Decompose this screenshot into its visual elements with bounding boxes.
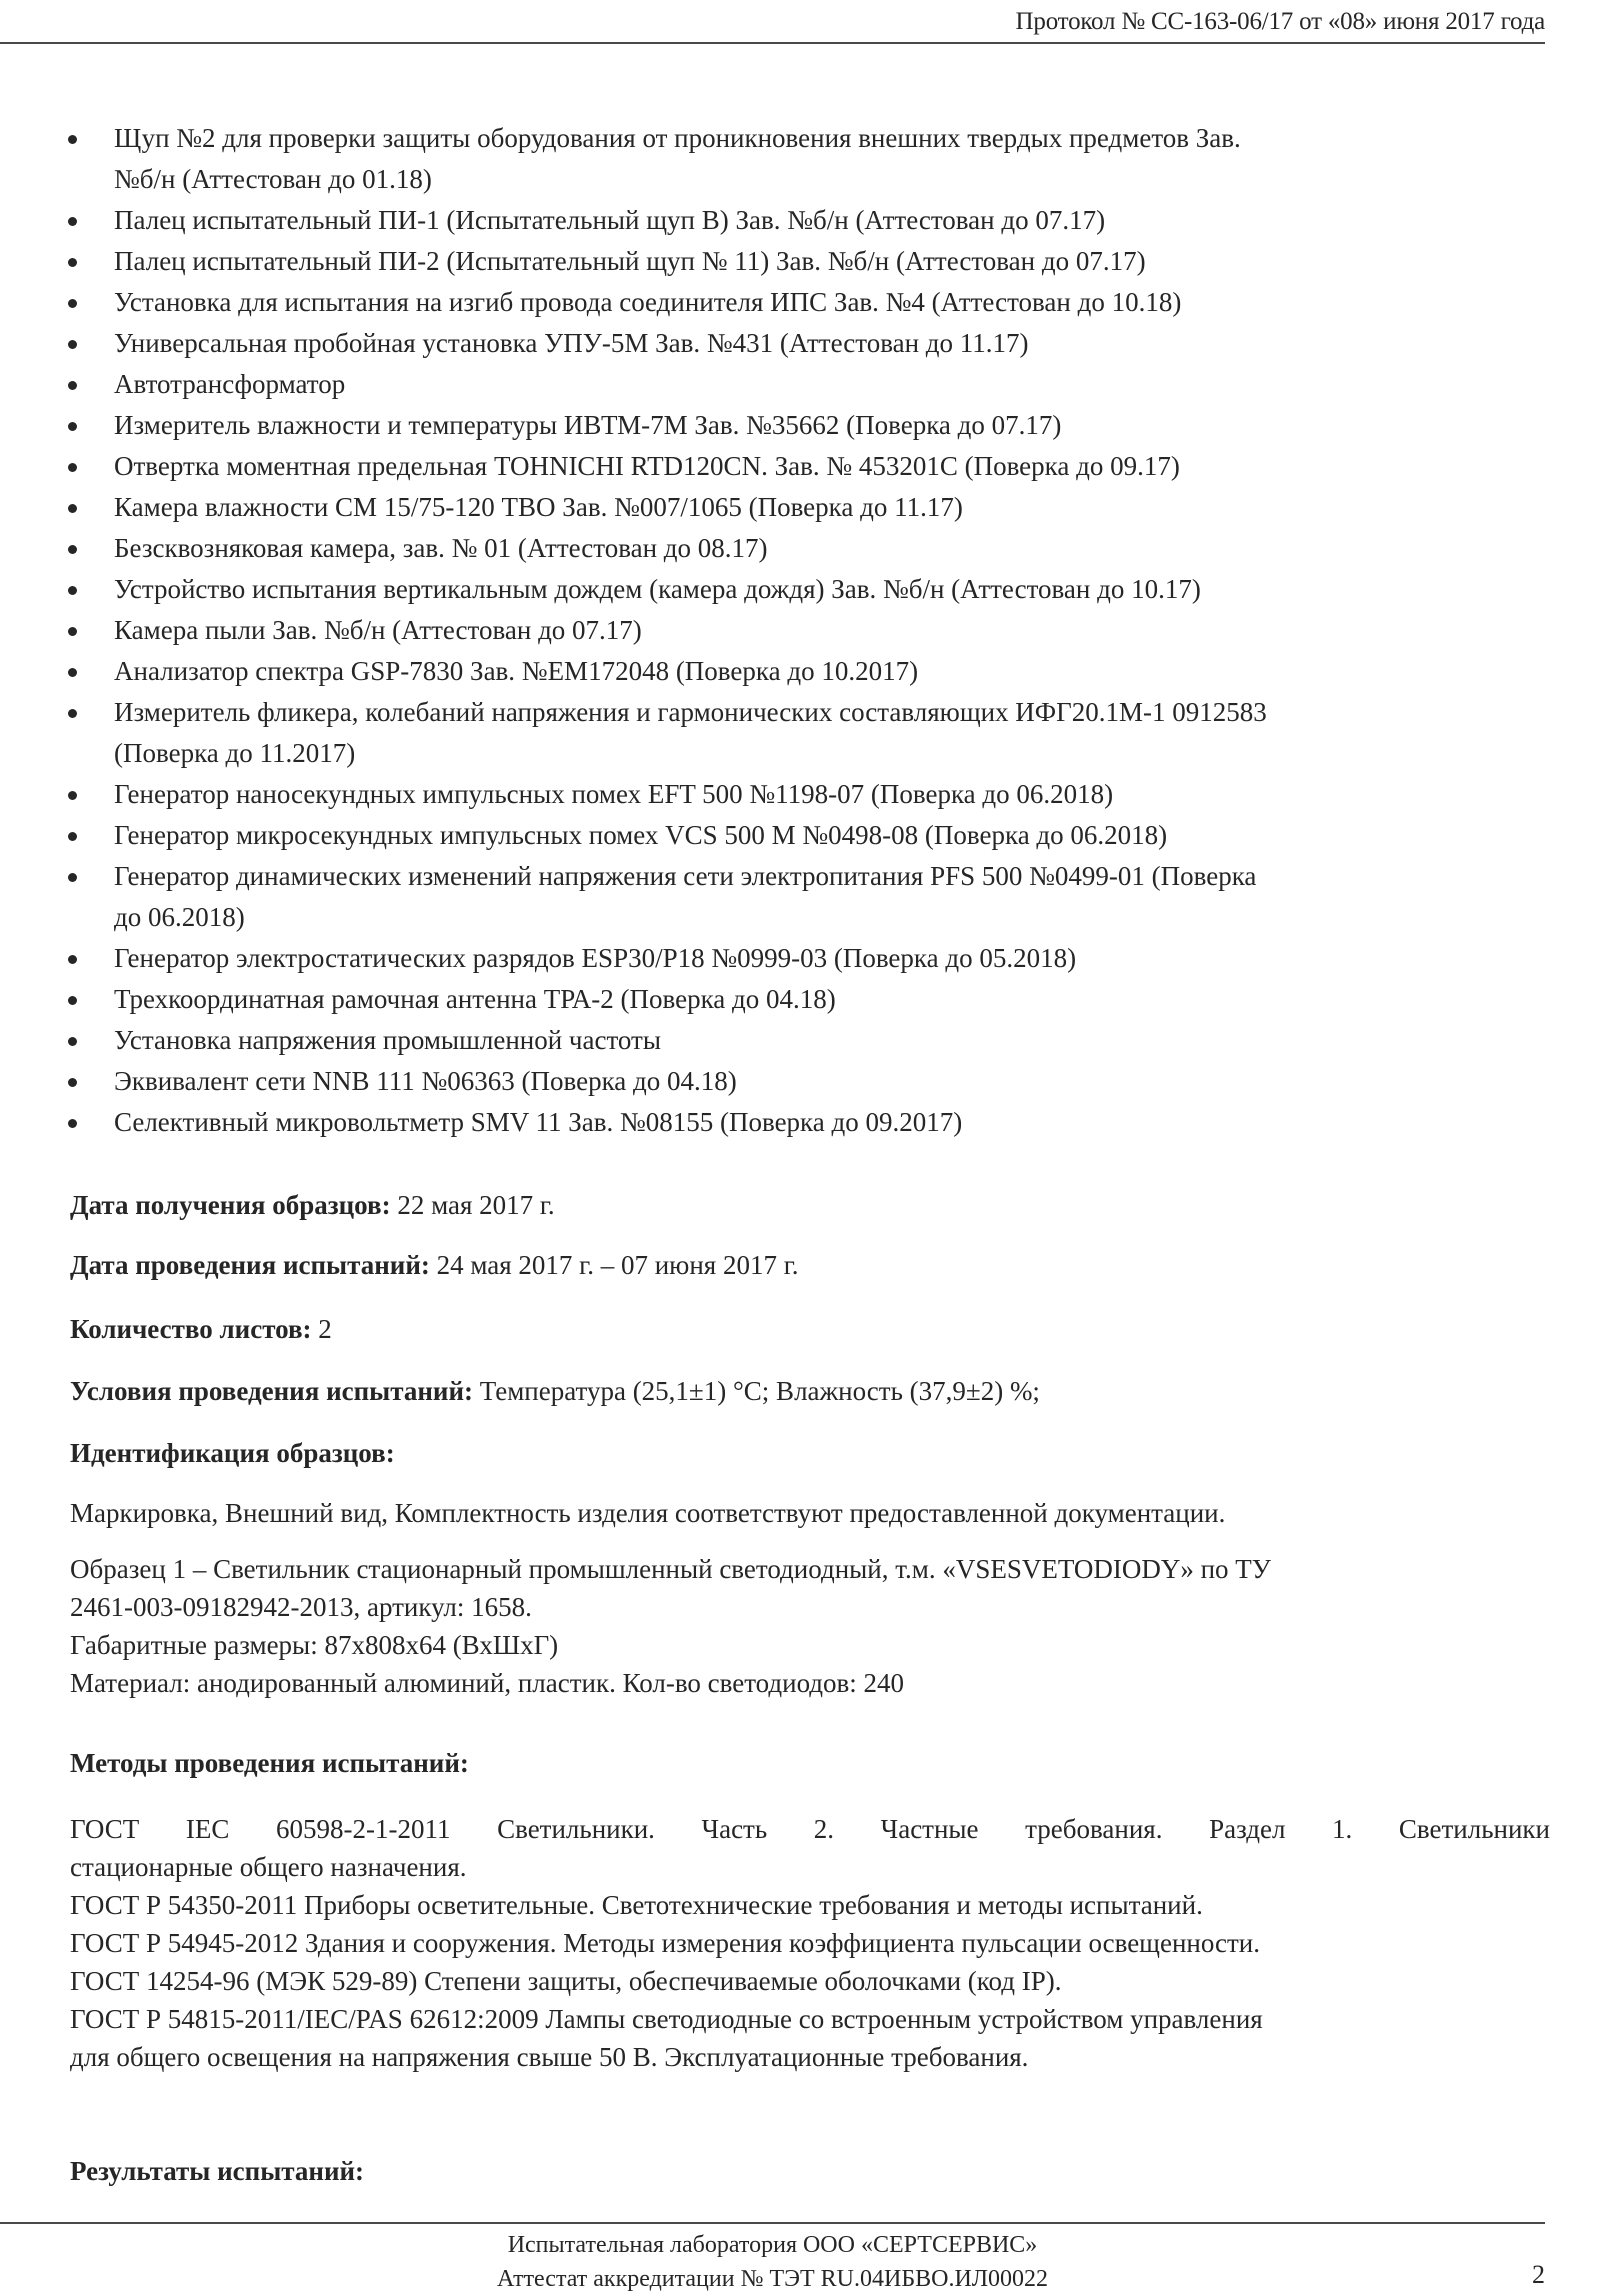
bullet-icon [68, 996, 77, 1005]
lab-name: Испытательная лаборатория ООО «СЕРТСЕРВИС» [507, 2232, 1038, 2258]
equipment-list-item [62, 487, 1552, 528]
equipment-list-item [62, 815, 1552, 856]
method-word: 60598-2-1-2011 [276, 1814, 451, 1844]
bullet-icon [68, 340, 77, 349]
bullet-icon [68, 299, 77, 308]
equipment-list-item [62, 651, 1552, 692]
receipt-date-value: 22 мая 2017 г. [390, 1190, 555, 1220]
conditions-value: Температура (25,1±1) °С; Влажность (37,9±2) %; [473, 1376, 1040, 1406]
methods-title: Методы проведения испытаний: [70, 1748, 469, 1778]
methods-list [70, 1810, 1550, 2076]
equipment-text: Щуп №2 для проверки защиты оборудования от проникновения внешних твердых предметов Зав. [114, 123, 1241, 153]
protocol-title: Протокол № СС-163-06/17 от «08» июня 2017 года [1015, 8, 1545, 35]
equipment-list-item [62, 774, 1552, 815]
sheet-count-field [70, 1314, 332, 1345]
equipment-text: Отвертка моментная предельная TOHNICHI RTD120CN. Зав. № 453201C (Поверка до 09.17) [114, 451, 1180, 481]
equipment-list-item [62, 569, 1552, 610]
equipment-text: Безсквозняковая камера, зав. № 01 (Аттестован до 08.17) [114, 533, 768, 563]
equipment-list-item [62, 610, 1552, 651]
conditions-label: Условия проведения испытаний: [70, 1376, 474, 1406]
identification-statement-text: Маркировка, Внешний вид, Комплектность изделия соответствуют предоставленной документации. [70, 1498, 1226, 1528]
method-line-6: ГОСТ Р 54815-2011/IEC/PAS 62612:2009 Лампы светодиодные со встроенным устройством управления [70, 2004, 1263, 2034]
bullet-icon [68, 668, 77, 677]
sample-line-2: 2461-003-09182942-2013, артикул: 1658. [70, 1592, 532, 1622]
equipment-text: Камера пыли Зав. №б/н (Аттестован до 07.17) [114, 615, 642, 645]
method-word: Часть [701, 1814, 768, 1844]
equipment-text: Палец испытательный ПИ-2 (Испытательный щуп № 11) Зав. №б/н (Аттестован до 07.17) [114, 246, 1146, 276]
equipment-list-item [62, 1102, 1552, 1143]
bullet-icon [68, 135, 77, 144]
equipment-text: Устройство испытания вертикальным дождем (камера дождя) Зав. №б/н (Аттестован до 10.17) [114, 574, 1201, 604]
equipment-text: Селективный микровольтметр SMV 11 Зав. №08155 (Поверка до 09.2017) [114, 1107, 963, 1137]
bullet-icon [68, 586, 77, 595]
sample-line-1: Образец 1 – Светильник стационарный промышленный светодиодный, т.м. «VSESVETODIODY» по ТУ [70, 1554, 1271, 1584]
bullet-icon [68, 791, 77, 800]
bullet-icon [68, 832, 77, 841]
test-dates-field [70, 1250, 798, 1281]
equipment-list-item [62, 118, 1552, 200]
method-word: Светильники [1398, 1814, 1550, 1844]
bullet-icon [68, 955, 77, 964]
method-line-4: ГОСТ Р 54945-2012 Здания и сооружения. Методы измерения коэффициента пульсации освещенности. [70, 1928, 1261, 1958]
bullet-icon [68, 422, 77, 431]
method-word: Частные [880, 1814, 979, 1844]
equipment-list-item [62, 282, 1552, 323]
method-line-5: ГОСТ 14254-96 (МЭК 529-89) Степени защиты, обеспечиваемые оболочками (код IP). [70, 1966, 1062, 1996]
page-footer [0, 2222, 1545, 2292]
accreditation-number: Аттестат аккредитации № ТЭТ RU.04ИБВО.ИЛ00022 [496, 2266, 1049, 2292]
method-word: Светильники. [497, 1814, 655, 1844]
bullet-icon [68, 1078, 77, 1087]
page-header [0, 0, 1545, 44]
bullet-icon [68, 709, 77, 718]
method-word: IEC [185, 1814, 230, 1844]
equipment-text: Генератор динамических изменений напряжения сети электропитания PFS 500 №0499-01 (Поверка [114, 861, 1257, 891]
equipment-text-continued: (Поверка до 11.2017) [114, 738, 356, 768]
equipment-list [62, 118, 1552, 1143]
equipment-text: Трехкоординатная рамочная антенна ТРА-2 (Поверка до 04.18) [114, 984, 836, 1014]
sample-material: Материал: анодированный алюминий, пластик. Кол-во светодиодов: 240 [70, 1668, 905, 1698]
receipt-date-label: Дата получения образцов: [70, 1190, 391, 1220]
method-word: ГОСТ [70, 1814, 140, 1844]
equipment-list-item [62, 979, 1552, 1020]
sample-description [70, 1550, 1550, 1702]
bullet-icon [68, 1037, 77, 1046]
equipment-text: Универсальная пробойная установка УПУ-5М Зав. №431 (Аттестован до 11.17) [114, 328, 1029, 358]
equipment-text: Автотрансформатор [114, 369, 346, 399]
equipment-list-item [62, 405, 1552, 446]
equipment-list-item [62, 364, 1552, 405]
method-word: Раздел [1209, 1814, 1286, 1844]
page-number: 2 [1532, 2260, 1545, 2289]
method-line-7: для общего освещения на напряжения свыше 50 В. Эксплуатационные требования. [70, 2042, 1029, 2072]
bullet-icon [68, 463, 77, 472]
test-dates-label: Дата проведения испытаний: [70, 1250, 430, 1280]
equipment-list-item [62, 1020, 1552, 1061]
equipment-list-item [62, 200, 1552, 241]
equipment-text: Анализатор спектра GSP-7830 Зав. №EM172048 (Поверка до 10.2017) [114, 656, 919, 686]
conditions-field [70, 1376, 1040, 1407]
equipment-list-item [62, 241, 1552, 282]
equipment-text: Генератор наносекундных импульсных помех EFT 500 №1198-07 (Поверка до 06.2018) [114, 779, 1114, 809]
equipment-text-continued: №б/н (Аттестован до 01.18) [114, 164, 432, 194]
sheet-count-label: Количество листов: [70, 1314, 312, 1344]
equipment-text: Камера влажности СМ 15/75-120 ТВО Зав. №007/1065 (Поверка до 11.17) [114, 492, 963, 522]
method-word: 2. [813, 1814, 835, 1844]
receipt-date-field [70, 1190, 555, 1221]
method-line-1 [70, 1810, 1550, 1848]
equipment-list-item [62, 323, 1552, 364]
equipment-list-item [62, 1061, 1552, 1102]
equipment-list-item [62, 692, 1552, 774]
results-title: Результаты испытаний: [70, 2156, 365, 2186]
equipment-list-item [62, 938, 1552, 979]
bullet-icon [68, 258, 77, 267]
identification-title: Идентификация образцов: [70, 1438, 395, 1468]
sheet-count-value: 2 [311, 1314, 332, 1344]
equipment-list-item [62, 446, 1552, 487]
bullet-icon [68, 545, 77, 554]
equipment-text-continued: до 06.2018) [114, 902, 245, 932]
bullet-icon [68, 217, 77, 226]
method-word: требования. [1025, 1814, 1163, 1844]
equipment-text: Палец испытательный ПИ-1 (Испытательный щуп В) Зав. №б/н (Аттестован до 07.17) [114, 205, 1106, 235]
equipment-list-item [62, 528, 1552, 569]
equipment-text: Генератор электростатических разрядов ESP30/P18 №0999-03 (Поверка до 05.2018) [114, 943, 1077, 973]
bullet-icon [68, 1119, 77, 1128]
test-dates-value: 24 мая 2017 г. – 07 июня 2017 г. [429, 1250, 799, 1280]
equipment-text: Эквивалент сети NNB 111 №06363 (Поверка до 04.18) [114, 1066, 737, 1096]
method-line-2: стационарные общего назначения. [70, 1852, 467, 1882]
bullet-icon [68, 873, 77, 882]
bullet-icon [68, 504, 77, 513]
sample-dimensions: Габаритные размеры: 87х808х64 (ВхШхГ) [70, 1630, 559, 1660]
bullet-icon [68, 381, 77, 390]
equipment-text: Генератор микросекундных импульсных помех VCS 500 M №0498-08 (Поверка до 06.2018) [114, 820, 1168, 850]
identification-statement [70, 1494, 1550, 1532]
equipment-text: Измеритель фликера, колебаний напряжения и гармонических составляющих ИФГ20.1М-1 0912583 [114, 697, 1267, 727]
equipment-text: Измеритель влажности и температуры ИВТМ-7М Зав. №35662 (Поверка до 07.17) [114, 410, 1062, 440]
bullet-icon [68, 627, 77, 636]
equipment-text: Установка напряжения промышленной частоты [114, 1025, 661, 1055]
equipment-list-item [62, 856, 1552, 938]
method-line-3: ГОСТ Р 54350-2011 Приборы осветительные. Светотехнические требования и методы испытаний. [70, 1890, 1203, 1920]
equipment-text: Установка для испытания на изгиб провода соединителя ИПС Зав. №4 (Аттестован до 10.18) [114, 287, 1182, 317]
method-word: 1. [1332, 1814, 1353, 1844]
